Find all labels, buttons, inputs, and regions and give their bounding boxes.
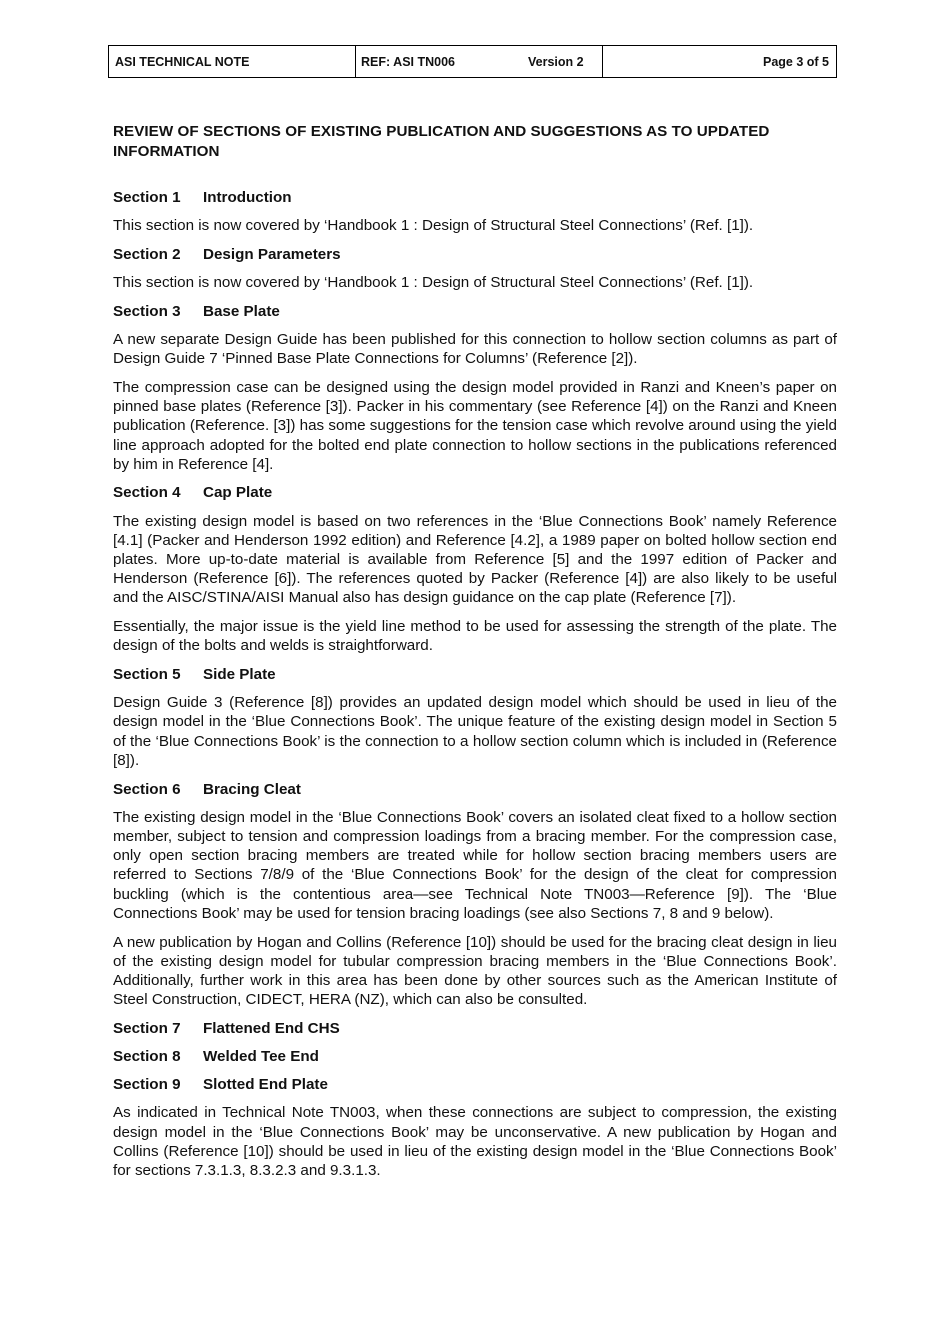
section-heading <box>113 1047 837 1066</box>
section-heading <box>113 245 837 264</box>
section-heading <box>113 302 837 321</box>
section-heading <box>113 780 837 799</box>
section-block <box>113 483 837 655</box>
section-title: Base Plate <box>203 302 280 320</box>
section-paragraph: As indicated in Technical Note TN003, when these connections are subject to compression, the existing design model in the ‘Blue Connections Book’ may be unconservative. A new publication by Hogan and Collins (Reference [10]) should be used in lieu of the existing design model in the ‘Blue Connections Book’ for sections 7.3.1.3, 8.3.2.3 and 9.3.1.3. <box>113 1104 837 1180</box>
header-doc-type-text: ASI TECHNICAL NOTE <box>115 54 250 69</box>
section-number: Section 9 <box>113 1076 181 1094</box>
header-page-number: Page 3 of 5 <box>763 54 829 69</box>
section-block <box>113 1075 837 1180</box>
section-paragraph: This section is now covered by ‘Handbook 1 : Design of Structural Steel Connections’ (Ref. [1]). <box>113 217 754 235</box>
section-paragraph: A new publication by Hogan and Collins (Reference [10]) should be used for the bracing cleat design in lieu of the existing design model for tubular compression bracing members in the ‘Blue Connections Book’. Additionally, further work in this area has been done by other sources such as the American Institute of Steel Construction, CIDECT, HERA (NZ), which can also be consulted. <box>113 933 837 1009</box>
section-heading <box>113 665 837 684</box>
section-title: Side Plate <box>203 666 276 684</box>
header-ref: REF: ASI TN006 <box>361 54 456 69</box>
section-paragraph: The compression case can be designed using the design model provided in Ranzi and Kneen’s paper on pinned base plates (Reference [3]). Packer in his commentary (see Reference [4]) on the Ranzi and Kneen publication (Reference. [3]) has some suggestions for the tension case which revolve around using the yield line approach adopted for the bolted end plate connection to hollow sections in the publications referenced by him in Reference [4]. <box>113 378 837 473</box>
section-heading <box>113 188 837 207</box>
section-title: Flattened End CHS <box>203 1019 340 1037</box>
page-title: REVIEW OF SECTIONS OF EXISTING PUBLICATION AND SUGGESTIONS AS TO UPDATED INFORMATION <box>113 123 770 160</box>
sections-container <box>113 188 837 1180</box>
section-block <box>113 302 837 474</box>
header-doc-type <box>109 46 356 77</box>
section-paragraph: A new separate Design Guide has been published for this connection to hollow section columns as part of Design Guide 7 ‘Pinned Base Plate Connections for Columns’ (Reference [2]). <box>113 331 837 368</box>
section-number: Section 7 <box>113 1019 181 1037</box>
header-table <box>108 45 837 78</box>
section-title: Welded Tee End <box>203 1048 319 1066</box>
section-number: Section 5 <box>113 666 181 684</box>
section-title: Slotted End Plate <box>203 1076 328 1094</box>
document-body <box>113 122 837 1190</box>
section-block <box>113 665 837 770</box>
section-paragraph: The existing design model is based on two references in the ‘Blue Connections Book’ namely Reference [4.1] (Packer and Henderson 1992 edition) and Reference [4.2], a 1989 paper on bolted hollow section end plates. More up-to-date material is available from Reference [5] and the 1997 edition of Packer and Henderson (Reference [6]). The references quoted by Packer (Reference [4]) are also likely to be useful and the AISC/STINA/AISI Manual also has design guidance on the cap plate (Reference [7]). <box>113 512 837 607</box>
section-paragraph: This section is now covered by ‘Handbook 1 : Design of Structural Steel Connections’ (Ref. [1]). <box>113 274 754 292</box>
section-number: Section 2 <box>113 245 181 263</box>
section-block <box>113 188 837 235</box>
header-page-cell <box>603 46 836 77</box>
section-number: Section 6 <box>113 780 181 798</box>
header-ref-cell <box>356 46 603 77</box>
section-heading <box>113 1019 837 1038</box>
section-number: Section 8 <box>113 1048 181 1066</box>
section-block <box>113 1047 837 1066</box>
section-block <box>113 245 837 292</box>
section-heading <box>113 1075 837 1094</box>
section-number: Section 3 <box>113 302 181 320</box>
section-title: Bracing Cleat <box>203 780 301 798</box>
section-title: Introduction <box>203 189 292 206</box>
section-number: Section 1 <box>113 189 181 206</box>
section-title: Cap Plate <box>203 484 273 502</box>
section-paragraph: Design Guide 3 (Reference [8]) provides an updated design model which should be used in lieu of the design model in the ‘Blue Connections Book’. The unique feature of the existing design model in Section 5 of the ‘Blue Connections Book’ is the connection to a hollow section column which is included in (Reference [8]). <box>113 694 837 769</box>
section-paragraph: Essentially, the major issue is the yield line method to be used for assessing the strength of the plate. The design of the bolts and welds is straightforward. <box>113 618 837 655</box>
section-title: Design Parameters <box>203 245 341 263</box>
section-number: Section 4 <box>113 484 181 502</box>
header-version: Version 2 <box>528 54 584 69</box>
section-heading <box>113 483 837 502</box>
section-paragraph: The existing design model in the ‘Blue Connections Book’ covers an isolated cleat fixed to a hollow section member, subject to tension and compression loadings from a bracing member. For the compression case, only open section bracing members are treated while for hollow section bracing members users are referred to Sections 7/8/9 of the ‘Blue Connections Book’ for the design of the cleat for compression buckling (which is the contentious area—see Technical Note TN003—Reference [9]). The ‘Blue Connections Book’ may be used for tension bracing loadings (see also Sections 7, 8 and 9 below). <box>113 808 837 922</box>
section-block <box>113 780 837 1010</box>
section-block <box>113 1019 837 1038</box>
